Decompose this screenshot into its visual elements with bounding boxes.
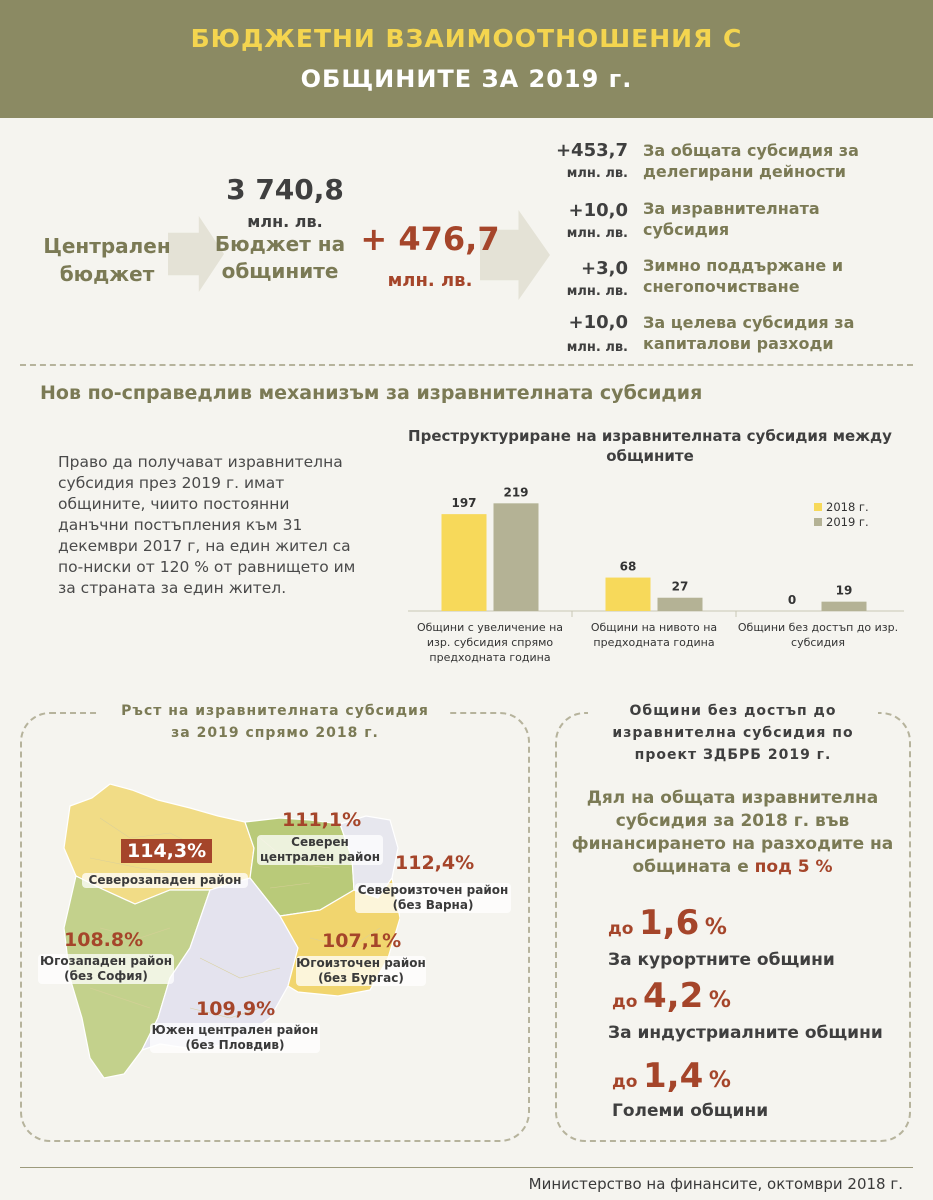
no-access-title (588, 700, 878, 766)
map-region-value (196, 998, 275, 1020)
stat-pct: % (704, 915, 727, 940)
region-name: Северен (291, 835, 349, 849)
region-sub: (без Варна) (392, 898, 474, 912)
x-tick-label: предходната година (429, 651, 551, 664)
bar-value-label: 197 (451, 496, 477, 511)
region-name: Североизточен район (357, 883, 509, 897)
share-text-body: Дял на общата изравнителна субсидия за 2018 г. във финансирането на разходите на общината е (571, 788, 894, 877)
map-title-line1: Ръст на изравнителната субсидия (121, 703, 429, 719)
map-region-value (395, 852, 474, 874)
map-region-label (38, 954, 174, 984)
central-budget-label: Централен бюджет (43, 234, 171, 286)
no-access-title-line2: изравнителна субсидия по (612, 725, 854, 741)
stat-value: 4,2 (643, 976, 704, 1016)
region-sub: (без Бургас) (318, 971, 404, 985)
bar-2019 (494, 503, 539, 611)
share-highlight: под 5 % (754, 857, 833, 877)
region-value: 112,4 (395, 852, 456, 874)
x-tick-label: Общини с увеличение на (416, 621, 564, 634)
region-name: Северозападен район (88, 873, 242, 887)
stat-value-row (612, 1056, 731, 1096)
budget-label: Бюджет на общините (214, 232, 346, 283)
bar-2018 (442, 514, 487, 611)
bar-chart (400, 475, 910, 670)
budget-value: 3 740,8 (226, 173, 344, 206)
stat-prefix: до (612, 992, 638, 1012)
region-value: 111,1 (282, 809, 343, 831)
bar-2019 (658, 598, 703, 611)
no-access-title-line1: Общини без достъп до (629, 703, 837, 719)
stat-value-row (612, 976, 731, 1016)
subsidy-item-unit: млн. лв. (566, 166, 628, 181)
map-region-value (322, 930, 401, 952)
x-tick-label: Общини на нивото на (590, 621, 718, 634)
share-text (570, 787, 895, 879)
stat-pct: % (708, 1068, 731, 1093)
stat-label: Големи общини (612, 1101, 769, 1121)
header-banner (0, 0, 933, 118)
region-pct: % (256, 998, 276, 1020)
increase-unit: млн. лв. (387, 270, 473, 291)
subsidy-item-value: +10,0 (568, 312, 628, 333)
region-pct: % (455, 852, 475, 874)
budget-unit: млн. лв. (247, 212, 323, 231)
region-pct: % (187, 840, 207, 862)
region-sub: (без София) (64, 969, 148, 983)
bar-2019 (822, 602, 867, 611)
region-name: Югоизточен район (296, 956, 426, 970)
subsidy-item-value: +3,0 (581, 258, 628, 279)
map-region-value (121, 840, 212, 862)
map-panel-title (100, 700, 450, 744)
map-region-label (257, 835, 383, 865)
stat-pct: % (708, 988, 731, 1013)
x-tick-label: изр. субсидия спрямо (426, 636, 554, 649)
page-title-line2: ОБЩИНИТЕ ЗА 2019 г. (300, 65, 633, 93)
map-region-label (355, 883, 511, 913)
map-region-label (150, 1023, 320, 1053)
stat-label: За индустриалните общини (608, 1023, 883, 1043)
region-pct: % (124, 929, 144, 951)
chart-title: Преструктуриране на изравнителната субсидия между общините (408, 427, 892, 465)
region-pct: % (382, 930, 402, 952)
page-title-line1: БЮДЖЕТНИ ВЗАИМООТНОШЕНИЯ С (190, 24, 743, 53)
region-value: 107,1 (322, 930, 383, 952)
region-value: 108.8 (64, 929, 125, 951)
region-value: 109,9 (196, 998, 257, 1020)
stat-label: За курортните общини (608, 950, 835, 970)
map-region-label (82, 873, 248, 888)
subsidy-item-text: Зимно поддържане и снегопочистване (643, 256, 844, 296)
footer-divider (20, 1167, 913, 1168)
intro-paragraph: Право да получават изравнителна субсидия през 2019 г. имат общините, чиито постоянни данъчни постъпления към 31 декември 2017 г, на един жител са по-ниски от 120 % от равнището им за страната за един жител. (58, 453, 356, 597)
region-pct: % (342, 809, 362, 831)
legend-label: 2019 г. (826, 515, 869, 529)
subsidy-item-unit: млн. лв. (566, 226, 628, 241)
stat-prefix: до (612, 1072, 638, 1092)
region-sub: (без Пловдив) (185, 1038, 285, 1052)
map-region-label (296, 956, 426, 986)
x-tick-label: предходната година (593, 636, 715, 649)
footer-credit: Министерство на финансите, октомври 2018 г. (528, 1175, 903, 1193)
subsidy-item-text: За целева субсидия за капиталови разходи (643, 313, 855, 353)
region-value: 114,3 (127, 840, 188, 862)
legend-swatch (814, 503, 822, 511)
map-region-value (64, 929, 143, 951)
region-name: Югозападен район (40, 954, 172, 968)
bar-value-label: 27 (671, 579, 689, 594)
increase-value: + 476,7 (360, 220, 500, 258)
bar-value-label: 0 (787, 593, 797, 607)
stat-value: 1,4 (643, 1056, 704, 1096)
region-sub: централен район (260, 850, 380, 864)
subsidy-item-text: За общата субсидия за делегирани дейности (643, 141, 859, 181)
bar-value-label: 219 (503, 485, 529, 500)
x-tick-label: Общини без достъп до изр. (737, 621, 899, 634)
subsidy-item-value: +453,7 (555, 140, 628, 161)
bar-value-label: 19 (835, 583, 853, 598)
bar-2018 (606, 578, 651, 611)
no-access-title-line3: проект ЗДБРБ 2019 г. (634, 747, 832, 763)
x-tick-label: субсидия (791, 636, 845, 649)
legend-label: 2018 г. (826, 500, 869, 514)
bar-value-label: 68 (619, 559, 637, 574)
map-region-value (282, 809, 361, 831)
stat-value: 1,6 (639, 903, 700, 943)
region-name: Южен централен район (151, 1023, 319, 1037)
subsidy-item-unit: млн. лв. (566, 340, 628, 355)
subsidy-item-value: +10,0 (568, 200, 628, 221)
section-title: Нов по-справедлив механизъм за изравнителната субсидия (40, 382, 703, 404)
map-title-line2: за 2019 спрямо 2018 г. (171, 725, 379, 741)
subsidy-item-text: За изравнителната субсидия (643, 199, 820, 239)
stat-value-row (608, 903, 727, 943)
subsidy-item-unit: млн. лв. (566, 284, 628, 299)
stat-prefix: до (608, 919, 634, 939)
legend-swatch (814, 518, 822, 526)
section-divider (20, 364, 913, 366)
